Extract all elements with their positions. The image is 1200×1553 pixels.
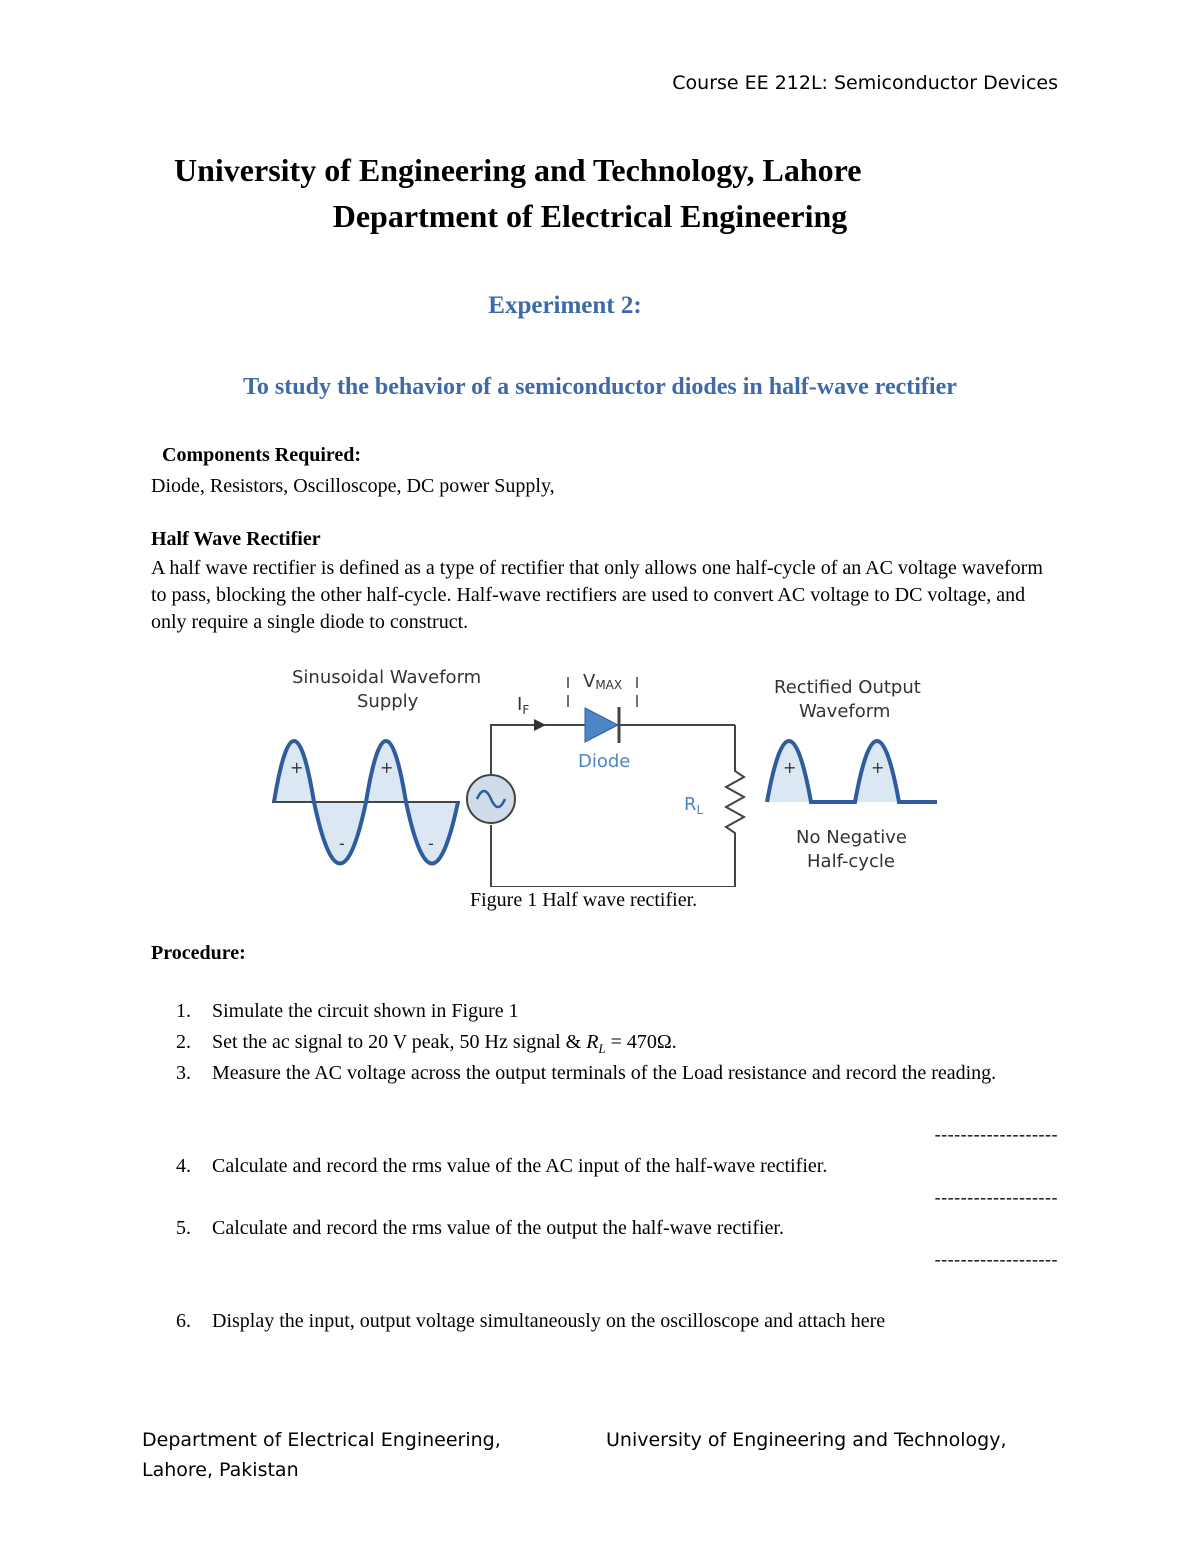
resistor-zigzag [726,763,744,841]
components-list: Diode, Resistors, Oscilloscope, DC power Supply, [151,475,555,497]
input-plus-1: + [290,758,304,777]
current-arrow-icon [534,719,546,731]
output-plus-2: + [871,758,885,777]
procedure-step-1: 1. Simulate the circuit shown in Figure 1 [176,1000,519,1022]
experiment-aim: To study the behavior of a semiconductor diodes in half-wave rectifier [243,374,957,400]
output-label-line2: Waveform [799,701,891,722]
output-plus-1: + [783,758,797,777]
no-negative-label-line1: No Negative [796,827,907,848]
diode-label: Diode [578,751,631,772]
vmax-label: VMAX [583,671,623,692]
department-title: Department of Electrical Engineering [332,198,848,234]
procedure-heading: Procedure: [151,942,246,964]
university-title: University of Engineering and Technology, Lahore [174,152,862,188]
experiment-title: Experiment 2: [488,292,642,319]
half-wave-heading: Half Wave Rectifier [151,528,321,550]
current-label: $I_F$ [517,694,530,717]
procedure-step-5: 5. Calculate and record the rms value of the output the half-wave rectifier. [176,1217,784,1239]
footer-left-line2: Lahore, Pakistan [142,1459,299,1481]
no-negative-label-line2: Half-cycle [807,851,895,872]
answer-line-5[interactable]: ------------------- [934,1249,1058,1269]
figure-caption: Figure 1 Half wave rectifier. [470,889,698,911]
output-label-line1: Rectified Output [774,677,921,698]
answer-line-4[interactable]: ------------------- [934,1187,1058,1207]
load-label: $R_L$ [684,794,704,817]
supply-label-line1: Sinusoidal Waveform [292,667,482,688]
footer-right-line1: University of Engineering and Technology, [606,1429,1007,1451]
input-plus-2: + [380,758,394,777]
half-wave-rectifier-figure [262,655,952,887]
input-minus-1: - [339,834,345,853]
procedure-step-6: 6. Display the input, output voltage simultaneously on the oscilloscope and attach here [176,1310,886,1332]
answer-line-3[interactable]: ------------------- [934,1124,1058,1144]
supply-label-line2: Supply [357,691,419,712]
footer-left-line1: Department of Electrical Engineering, [142,1429,501,1451]
footer-left [142,1425,501,1485]
circuit-wire-top-left [491,725,562,774]
procedure-step-4: 4. Calculate and record the rms value of the AC input of the half-wave rectifier. [176,1155,828,1177]
input-minus-2: - [428,834,434,853]
diode-icon [585,708,618,742]
half-wave-paragraph: A half wave rectifier is defined as a type of rectifier that only allows one half-cycle of an AC voltage waveform to pass, blocking the other half-cycle. Half-wave rectifiers are used to convert AC voltage to DC voltage, and only require a single diode to construct. [151,557,1043,633]
footer-right [606,1425,1007,1455]
procedure-step-3: 3. Measure the AC voltage across the output terminals of the Load resistance and record the reading. [176,1062,997,1084]
components-heading: Components Required: [162,444,362,466]
procedure-step-2: 2. Set the ac signal to 20 V peak, 50 Hz signal & $R_L = 470\Omega$. [176,1031,677,1056]
course-header: Course EE 212L: Semiconductor Devices [672,72,1058,94]
circuit-wire-bottom [491,825,735,887]
